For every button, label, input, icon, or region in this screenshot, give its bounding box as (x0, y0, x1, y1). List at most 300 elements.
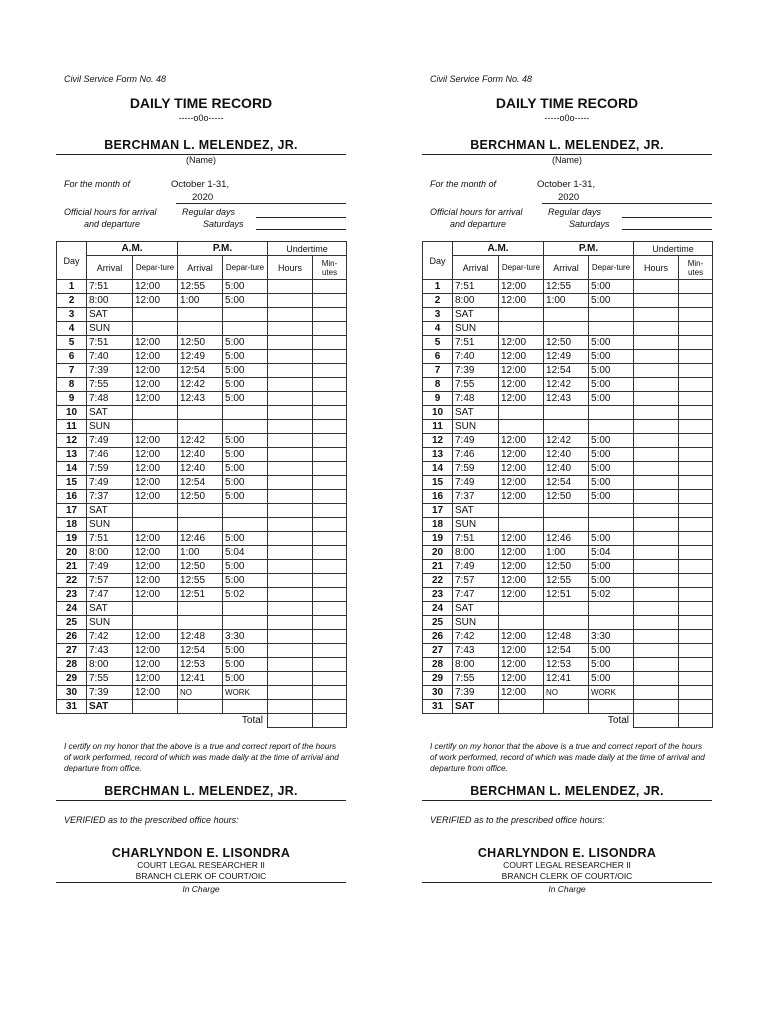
pm-arrival-cell: 12:41 (544, 672, 589, 686)
month-underline (542, 203, 712, 204)
am-arrival-cell: 7:47 (87, 588, 133, 602)
month-label: For the month of (430, 179, 497, 189)
table-row (57, 686, 347, 700)
undertime-hours-cell (268, 700, 313, 714)
am-departure-cell: 12:00 (133, 588, 178, 602)
pm-arrival-cell: 12:50 (544, 560, 589, 574)
table-row (423, 630, 713, 644)
saturdays-label: Saturdays (203, 219, 244, 229)
am-arrival-cell: SUN (87, 420, 133, 434)
undertime-minutes-cell (313, 644, 347, 658)
undertime-minutes-cell (679, 420, 713, 434)
day-cell: 25 (423, 616, 453, 630)
pm-arrival-cell (544, 602, 589, 616)
table-row (423, 574, 713, 588)
pm-arrival-cell (544, 504, 589, 518)
undertime-hours-cell (268, 420, 313, 434)
employee-name: BERCHMAN L. MELENDEZ, JR. (104, 138, 298, 152)
am-arrival-cell: 8:00 (453, 294, 499, 308)
day-cell: 19 (423, 532, 453, 546)
table-row (423, 602, 713, 616)
pm-departure-cell: 5:00 (589, 462, 634, 476)
pm-departure-cell: 5:00 (223, 294, 268, 308)
pm-departure-cell: 5:00 (589, 364, 634, 378)
undertime-hours-cell (634, 644, 679, 658)
undertime-hours-cell (634, 532, 679, 546)
undertime-hours-cell (634, 518, 679, 532)
undertime-hours-cell (634, 364, 679, 378)
header-day: Day (423, 242, 453, 280)
pm-departure-cell (223, 700, 268, 714)
table-row (423, 280, 713, 294)
undertime-hours-cell (268, 616, 313, 630)
undertime-hours-cell (268, 378, 313, 392)
pm-arrival-cell: 12:54 (544, 644, 589, 658)
am-departure-cell: 12:00 (499, 588, 544, 602)
undertime-hours-cell (268, 518, 313, 532)
day-cell: 4 (423, 322, 453, 336)
pm-arrival-cell: 12:42 (544, 378, 589, 392)
undertime-minutes-cell (313, 560, 347, 574)
am-arrival-cell: 7:46 (453, 448, 499, 462)
pm-departure-cell: 5:00 (223, 574, 268, 588)
day-cell: 8 (57, 378, 87, 392)
table-row (423, 406, 713, 420)
am-arrival-cell: 7:57 (87, 574, 133, 588)
am-arrival-cell: 8:00 (453, 658, 499, 672)
undertime-hours-cell (268, 434, 313, 448)
day-cell: 22 (57, 574, 87, 588)
am-departure-cell: 12:00 (133, 686, 178, 700)
undertime-minutes-cell (313, 448, 347, 462)
pm-departure-cell: 5:00 (589, 392, 634, 406)
header-pm-arrival: Arrival (178, 256, 223, 280)
day-cell: 9 (423, 392, 453, 406)
undertime-hours-cell (634, 476, 679, 490)
table-row (423, 490, 713, 504)
day-cell: 1 (423, 280, 453, 294)
header-day: Day (57, 242, 87, 280)
table-row (57, 630, 347, 644)
day-cell: 7 (423, 364, 453, 378)
am-arrival-cell: 7:43 (87, 644, 133, 658)
undertime-minutes-cell (679, 406, 713, 420)
day-cell: 10 (57, 406, 87, 420)
table-row (57, 490, 347, 504)
undertime-minutes-cell (679, 336, 713, 350)
pm-departure-cell: 5:00 (223, 672, 268, 686)
undertime-minutes-cell (679, 700, 713, 714)
pm-departure-cell: 5:00 (589, 658, 634, 672)
am-departure-cell: 12:00 (499, 476, 544, 490)
am-arrival-cell: 7:55 (453, 672, 499, 686)
undertime-minutes-cell (679, 308, 713, 322)
am-departure-cell: 12:00 (133, 476, 178, 490)
undertime-hours-cell (268, 630, 313, 644)
header-pm: P.M. (178, 242, 268, 256)
undertime-minutes-cell (679, 294, 713, 308)
header-am-departure: Depar-ture (133, 256, 178, 280)
undertime-minutes-cell (313, 392, 347, 406)
am-departure-cell (499, 700, 544, 714)
am-arrival-cell: 7:59 (453, 462, 499, 476)
undertime-minutes-cell (679, 546, 713, 560)
table-row (423, 462, 713, 476)
undertime-hours-cell (634, 504, 679, 518)
pm-arrival-cell: 12:55 (178, 574, 223, 588)
undertime-minutes-cell (313, 532, 347, 546)
am-departure-cell: 12:00 (133, 434, 178, 448)
undertime-hours-cell (634, 546, 679, 560)
am-arrival-cell: 7:51 (453, 280, 499, 294)
am-arrival-cell: 7:51 (87, 336, 133, 350)
am-departure-cell: 12:00 (499, 350, 544, 364)
form-subtitle: -----o0o----- (544, 113, 590, 123)
supervisor-signature-line (56, 882, 346, 883)
employee-signature-line (56, 800, 346, 801)
undertime-minutes-cell (313, 574, 347, 588)
total-spacer (423, 714, 589, 728)
header-pm-arrival: Arrival (544, 256, 589, 280)
undertime-hours-cell (634, 686, 679, 700)
pm-arrival-cell: 12:54 (544, 476, 589, 490)
pm-arrival-cell: 12:55 (544, 280, 589, 294)
day-cell: 26 (423, 630, 453, 644)
undertime-minutes-cell (313, 350, 347, 364)
pm-departure-cell (589, 420, 634, 434)
official-hours-label: Official hours for arrival (430, 207, 523, 217)
day-cell: 27 (423, 644, 453, 658)
undertime-minutes-cell (679, 672, 713, 686)
day-cell: 15 (57, 476, 87, 490)
day-cell: 26 (57, 630, 87, 644)
regular-days-field[interactable] (256, 217, 346, 218)
day-cell: 2 (423, 294, 453, 308)
pm-departure-cell: 5:00 (589, 336, 634, 350)
am-arrival-cell: SAT (453, 308, 499, 322)
day-cell: 31 (57, 700, 87, 714)
supervisor-position: COURT LEGAL RESEARCHER II (137, 860, 265, 870)
pm-arrival-cell (544, 420, 589, 434)
day-cell: 24 (57, 602, 87, 616)
table-row (57, 322, 347, 336)
undertime-minutes-cell (313, 546, 347, 560)
table-row (57, 546, 347, 560)
table-row (57, 644, 347, 658)
undertime-hours-cell (634, 336, 679, 350)
pm-departure-cell: 5:00 (589, 280, 634, 294)
pm-arrival-cell (178, 504, 223, 518)
pm-departure-cell: WORK (223, 686, 268, 700)
regular-days-label: Regular days (548, 207, 602, 217)
pm-departure-cell: 5:00 (223, 476, 268, 490)
pm-departure-cell: 5:00 (223, 462, 268, 476)
saturdays-field[interactable] (622, 229, 712, 230)
am-departure-cell (499, 406, 544, 420)
table-row (57, 392, 347, 406)
pm-arrival-cell: 12:43 (544, 392, 589, 406)
table-row (423, 532, 713, 546)
pm-departure-cell: 5:00 (589, 294, 634, 308)
undertime-minutes-cell (679, 434, 713, 448)
day-cell: 9 (57, 392, 87, 406)
pm-departure-cell (589, 308, 634, 322)
am-departure-cell: 12:00 (499, 546, 544, 560)
pm-departure-cell: 5:00 (223, 644, 268, 658)
form-title: DAILY TIME RECORD (495, 95, 639, 111)
am-arrival-cell: SAT (453, 602, 499, 616)
pm-departure-cell: 5:00 (223, 392, 268, 406)
pm-arrival-cell: 12:53 (178, 658, 223, 672)
am-arrival-cell: SAT (453, 700, 499, 714)
undertime-minutes-cell (679, 392, 713, 406)
undertime-minutes-cell (313, 434, 347, 448)
am-arrival-cell: 7:42 (87, 630, 133, 644)
month-year: 2020 (558, 192, 580, 203)
am-departure-cell: 12:00 (133, 490, 178, 504)
day-cell: 18 (423, 518, 453, 532)
pm-arrival-cell: 12:50 (178, 336, 223, 350)
day-cell: 22 (423, 574, 453, 588)
pm-arrival-cell (544, 700, 589, 714)
table-row (57, 364, 347, 378)
day-cell: 28 (423, 658, 453, 672)
pm-departure-cell: 5:00 (589, 560, 634, 574)
table-row (57, 658, 347, 672)
table-row (57, 518, 347, 532)
pm-arrival-cell (178, 700, 223, 714)
pm-arrival-cell: 12:55 (544, 574, 589, 588)
table-row (57, 406, 347, 420)
am-departure-cell: 12:00 (133, 672, 178, 686)
undertime-hours-cell (634, 406, 679, 420)
time-record-table (56, 241, 347, 728)
am-arrival-cell: 7:55 (87, 378, 133, 392)
saturdays-field[interactable] (256, 229, 346, 230)
day-cell: 19 (57, 532, 87, 546)
pm-arrival-cell: 12:42 (178, 378, 223, 392)
pm-departure-cell (589, 602, 634, 616)
pm-departure-cell: 5:04 (589, 546, 634, 560)
day-cell: 21 (423, 560, 453, 574)
day-cell: 30 (57, 686, 87, 700)
pm-departure-cell: 5:00 (589, 378, 634, 392)
pm-arrival-cell (544, 322, 589, 336)
day-cell: 15 (423, 476, 453, 490)
time-record-table (422, 241, 713, 728)
header-undertime: Undertime (634, 242, 713, 256)
undertime-hours-cell (634, 602, 679, 616)
day-cell: 3 (57, 308, 87, 322)
supervisor-position: COURT LEGAL RESEARCHER II (503, 860, 631, 870)
undertime-minutes-cell (313, 406, 347, 420)
am-arrival-cell: SAT (453, 406, 499, 420)
am-departure-cell: 12:00 (499, 574, 544, 588)
am-arrival-cell: 7:49 (87, 434, 133, 448)
pm-arrival-cell (544, 308, 589, 322)
pm-arrival-cell: 12:54 (178, 644, 223, 658)
undertime-hours-cell (634, 378, 679, 392)
undertime-minutes-cell (679, 574, 713, 588)
undertime-hours-cell (634, 616, 679, 630)
table-row (423, 560, 713, 574)
day-cell: 7 (57, 364, 87, 378)
undertime-minutes-cell (313, 518, 347, 532)
table-row (423, 504, 713, 518)
pm-arrival-cell (178, 406, 223, 420)
undertime-minutes-cell (679, 462, 713, 476)
dtr-copy-left (56, 0, 346, 1024)
am-departure-cell: 12:00 (133, 532, 178, 546)
am-arrival-cell: 7:48 (87, 392, 133, 406)
pm-arrival-cell: 1:00 (178, 294, 223, 308)
am-departure-cell: 12:00 (499, 672, 544, 686)
pm-arrival-cell: 12:48 (178, 630, 223, 644)
am-arrival-cell: 7:49 (453, 434, 499, 448)
am-arrival-cell: SAT (87, 504, 133, 518)
pm-departure-cell (223, 616, 268, 630)
undertime-minutes-cell (313, 308, 347, 322)
am-arrival-cell: SUN (453, 518, 499, 532)
pm-departure-cell: 5:00 (223, 364, 268, 378)
pm-arrival-cell (178, 420, 223, 434)
am-departure-cell (499, 616, 544, 630)
undertime-minutes-cell (313, 602, 347, 616)
day-cell: 6 (423, 350, 453, 364)
day-cell: 14 (423, 462, 453, 476)
am-departure-cell: 12:00 (133, 560, 178, 574)
am-departure-cell: 12:00 (499, 280, 544, 294)
day-cell: 11 (423, 420, 453, 434)
am-departure-cell: 12:00 (499, 560, 544, 574)
am-departure-cell (499, 308, 544, 322)
table-row (423, 434, 713, 448)
undertime-minutes-cell (679, 504, 713, 518)
am-departure-cell: 12:00 (499, 364, 544, 378)
header-minutes: Min-utes (313, 256, 347, 280)
am-arrival-cell: 7:49 (453, 476, 499, 490)
am-departure-cell (133, 602, 178, 616)
am-arrival-cell: 7:49 (87, 476, 133, 490)
am-arrival-cell: 7:39 (453, 364, 499, 378)
undertime-minutes-cell (679, 630, 713, 644)
am-arrival-cell: 7:40 (87, 350, 133, 364)
employee-signature-line (422, 800, 712, 801)
undertime-minutes-cell (679, 644, 713, 658)
pm-arrival-cell (178, 602, 223, 616)
undertime-hours-cell (634, 448, 679, 462)
table-row (423, 644, 713, 658)
supervisor-signature-line (422, 882, 712, 883)
day-cell: 28 (57, 658, 87, 672)
pm-departure-cell: 5:00 (589, 476, 634, 490)
month-value: October 1-31, (171, 179, 230, 190)
table-row (423, 308, 713, 322)
am-departure-cell: 12:00 (499, 630, 544, 644)
day-cell: 17 (423, 504, 453, 518)
table-row (423, 294, 713, 308)
pm-arrival-cell: 12:55 (178, 280, 223, 294)
pm-departure-cell: 3:30 (589, 630, 634, 644)
table-row (423, 350, 713, 364)
table-row (57, 588, 347, 602)
undertime-minutes-cell (313, 322, 347, 336)
table-row (57, 504, 347, 518)
am-departure-cell: 12:00 (133, 294, 178, 308)
header-undertime: Undertime (268, 242, 347, 256)
pm-departure-cell: 5:04 (223, 546, 268, 560)
regular-days-field[interactable] (622, 217, 712, 218)
am-departure-cell (499, 518, 544, 532)
am-arrival-cell: 7:39 (87, 686, 133, 700)
am-departure-cell: 12:00 (133, 392, 178, 406)
am-departure-cell: 12:00 (133, 350, 178, 364)
day-cell: 29 (423, 672, 453, 686)
undertime-minutes-cell (679, 322, 713, 336)
pm-departure-cell (589, 700, 634, 714)
day-cell: 13 (57, 448, 87, 462)
official-hours-label: Official hours for arrival (64, 207, 157, 217)
employee-name: BERCHMAN L. MELENDEZ, JR. (470, 138, 664, 152)
day-cell: 18 (57, 518, 87, 532)
undertime-hours-cell (268, 644, 313, 658)
undertime-minutes-cell (679, 686, 713, 700)
pm-departure-cell (589, 518, 634, 532)
am-arrival-cell: 7:55 (87, 672, 133, 686)
header-am-departure: Depar-ture (499, 256, 544, 280)
undertime-minutes-cell (679, 588, 713, 602)
table-row (57, 294, 347, 308)
undertime-hours-cell (268, 658, 313, 672)
table-row (57, 532, 347, 546)
undertime-minutes-cell (313, 658, 347, 672)
employee-signature-name: BERCHMAN L. MELENDEZ, JR. (104, 784, 298, 798)
pm-arrival-cell (178, 308, 223, 322)
am-arrival-cell: 7:51 (453, 532, 499, 546)
am-arrival-cell: 7:37 (453, 490, 499, 504)
total-minutes (313, 714, 347, 728)
undertime-minutes-cell (313, 378, 347, 392)
am-arrival-cell: 7:40 (453, 350, 499, 364)
undertime-minutes-cell (679, 518, 713, 532)
am-arrival-cell: 7:51 (87, 532, 133, 546)
certification-text: I certify on my honor that the above is a true and correct report of the hours of work performed, record of which was made daily at the time of arrival and departure from office. (430, 742, 705, 773)
header-minutes: Min-utes (679, 256, 713, 280)
undertime-minutes-cell (313, 476, 347, 490)
am-departure-cell (133, 308, 178, 322)
supervisor-name: CHARLYNDON E. LISONDRA (477, 846, 657, 860)
undertime-minutes-cell (679, 602, 713, 616)
am-arrival-cell: SUN (453, 616, 499, 630)
pm-arrival-cell: 12:50 (178, 490, 223, 504)
undertime-hours-cell (634, 574, 679, 588)
pm-arrival-cell: 12:41 (178, 672, 223, 686)
pm-arrival-cell: 12:40 (178, 448, 223, 462)
am-departure-cell (133, 406, 178, 420)
header-pm: P.M. (544, 242, 634, 256)
table-row (423, 518, 713, 532)
am-departure-cell (133, 518, 178, 532)
am-departure-cell: 12:00 (499, 490, 544, 504)
pm-departure-cell (223, 308, 268, 322)
pm-arrival-cell: 12:48 (544, 630, 589, 644)
pm-departure-cell: 5:00 (223, 532, 268, 546)
undertime-minutes-cell (679, 448, 713, 462)
undertime-minutes-cell (679, 616, 713, 630)
day-cell: 12 (57, 434, 87, 448)
undertime-minutes-cell (679, 280, 713, 294)
undertime-minutes-cell (313, 700, 347, 714)
